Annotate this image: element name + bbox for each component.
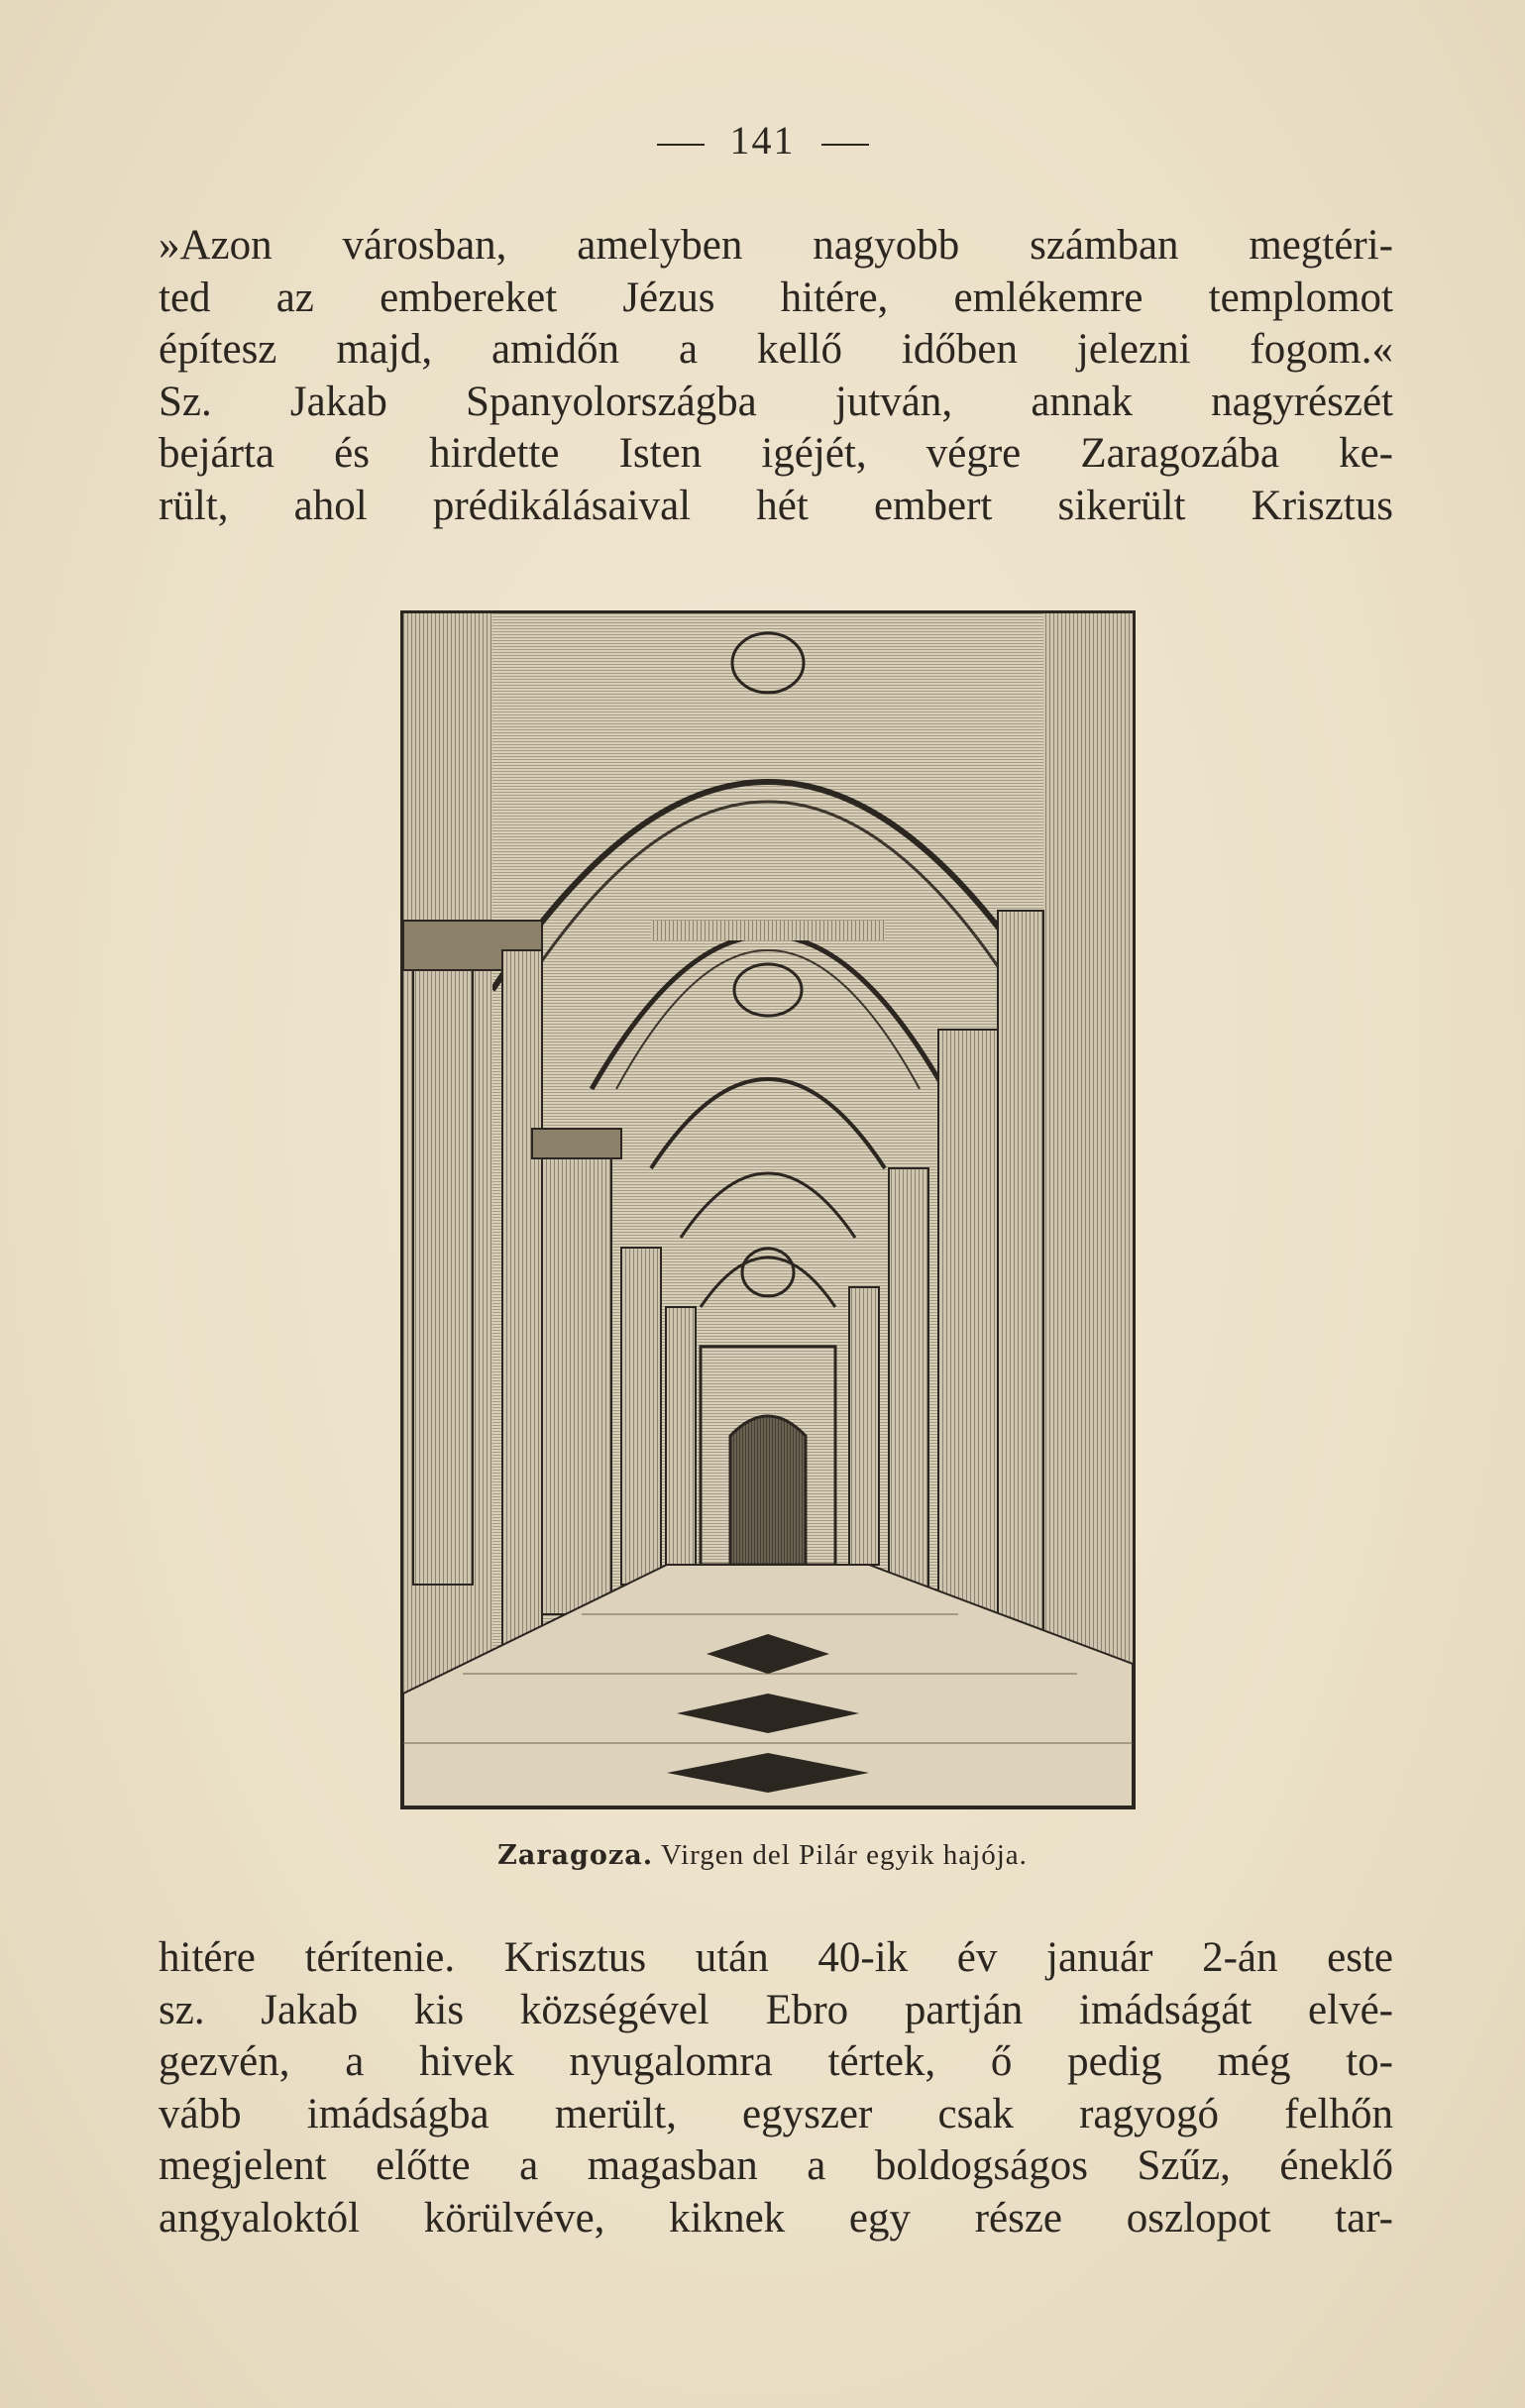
text-line: gezvén, a hivek nyugalomra tértek, ő pedig még to-: [159, 2038, 1393, 2085]
text-line: vább imádságba merült, egyszer csak ragyogó felhőn: [159, 2090, 1393, 2137]
caption-place: Zaragoza.: [497, 1840, 654, 1871]
nave-illustration: [403, 613, 1133, 1806]
dash-right: [821, 144, 869, 146]
cathedral-engraving: [400, 610, 1136, 1809]
caption-text: Virgen del Pilár egyik hajója.: [660, 1839, 1028, 1871]
text-line: angyaloktól körülvéve, kiknek egy része oszlopot tar-: [159, 2194, 1393, 2242]
figure-caption: [0, 1839, 1525, 1872]
text-line: rült, ahol prédikálásaival hét embert sikerült Krisztus: [159, 482, 1393, 529]
text-line: Sz. Jakab Spanyolországba jutván, annak nagyrészét: [159, 378, 1393, 425]
bottom-paragraph: [159, 1932, 1393, 2244]
text-line: ted az embereket Jézus hitére, emlékemre templomot: [159, 274, 1393, 321]
text-line: »Azon városban, amelyben nagyobb számban megtéri-: [159, 222, 1393, 269]
text-line: bejárta és hirdette Isten igéjét, végre Zaragozába ke-: [159, 430, 1393, 477]
text-line: sz. Jakab kis községével Ebro partján imádságát elvé-: [159, 1986, 1393, 2033]
top-paragraph: [159, 220, 1393, 532]
text-line: hitére térítenie. Krisztus után 40-ik év január 2-án este: [159, 1934, 1393, 1981]
page-number: [0, 117, 1525, 164]
text-line: építesz majd, amidőn a kellő időben jelezni fogom.«: [159, 326, 1393, 373]
page-number-text: 141: [729, 118, 796, 163]
text-line: megjelent előtte a magasban a boldogságos Szűz, éneklő: [159, 2142, 1393, 2189]
dash-left: [657, 144, 705, 146]
